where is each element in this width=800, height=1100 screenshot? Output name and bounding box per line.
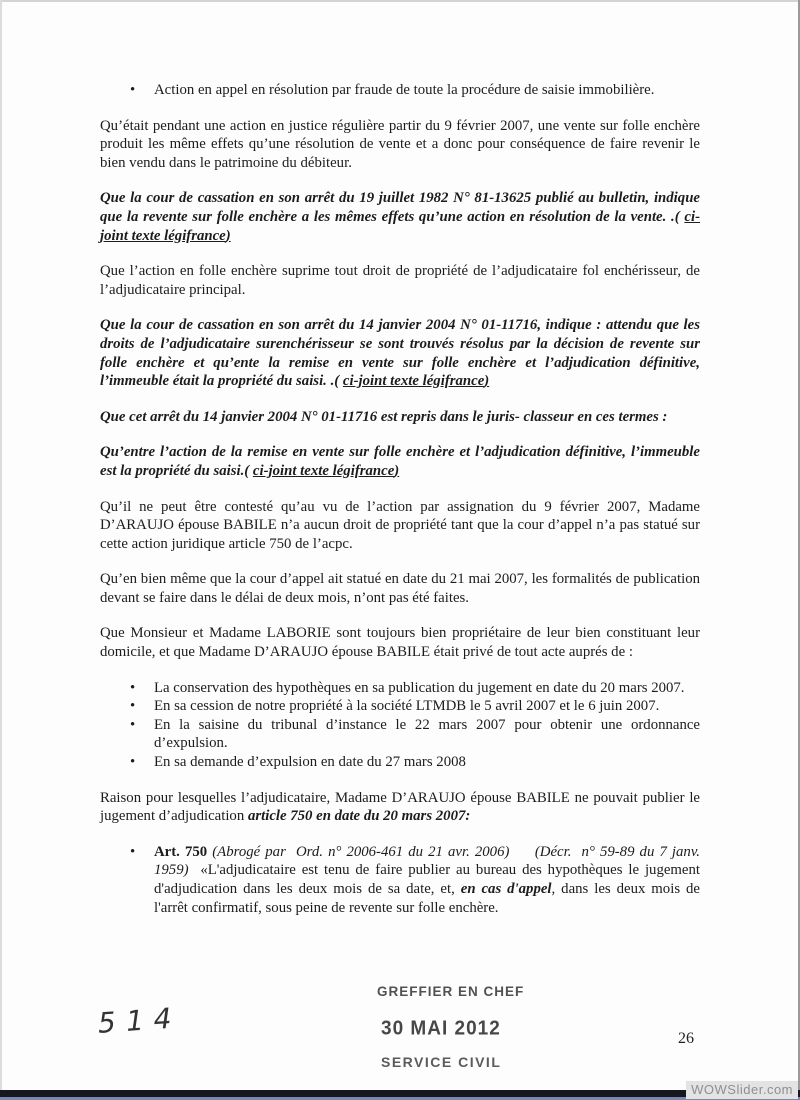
legifrance-reference: ci-joint texte légifrance — [342, 373, 485, 390]
bullet-icon: • — [130, 716, 136, 733]
paragraph-cassation-1982 — [100, 189, 700, 245]
article-750-body-end: , dans les deux mois de l'arrêt confirmatif, sous peine de revente sur folle enchère. — [154, 881, 700, 916]
paragraph-intro: Qu’était pendant une action en justice régulière partir du 9 février 2007, une vente sur folle enchère produit les même effets qu’une résolution de vente et a donc pour conséquence de faire revenir le bien vendu dans le patrimoine du débiteur. — [100, 117, 700, 171]
paragraph-raison — [100, 789, 700, 826]
paragraph-juris-classeur: Que cet arrêt du 14 janvier 2004 N° 01-11716 est repris dans le juris- classeur en ces termes : — [100, 408, 668, 425]
legifrance-reference: ci-joint texte légifrance — [100, 208, 700, 244]
page-number: 26 — [678, 1030, 694, 1047]
paragraph-conteste: Qu’il ne peut être contesté qu’au vu de l’action par assignation du 9 février 2007, Madame D’ARAUJO épouse BABILE n’a aucun droit de propriété tant que la cour d’appel n’a pas statué sur cette action juridique article 750 de l’acpc. — [100, 498, 700, 552]
list-item-text: En la saisine du tribunal d’instance le 22 mars 2007 pour obtenir une ordonnance d’expulsion. — [154, 716, 700, 752]
bullet-icon: • — [130, 679, 136, 696]
document-body — [100, 0, 700, 934]
list-item — [100, 679, 700, 698]
article-750-citations: (Abrogé par Ord. n° 2006-461 du 21 avr. 2006) (Décr. n° 59-89 du 7 janv. 1959) — [154, 843, 700, 879]
list-item — [100, 716, 700, 753]
article-750-body: «L'adjudicataire est tenu de faire publier au bureau des hypothèques le jugement d'adjudication dans les deux mois de sa date, et, — [154, 862, 701, 897]
quentre-text: Qu’entre l’action de la remise en vente sur folle enchère et l’adjudication définitive, l’immeuble est la propriété du saisi.( — [100, 444, 700, 479]
stamp-date: 30 MAI 2012 — [381, 1017, 501, 1040]
appeal-bullet-text: Action en appel en résolution par fraude de toute la procédure de saisie immobilière. — [154, 82, 655, 98]
list-item-text: En sa cession de notre propriété à la société LTMDB le 5 avril 2007 et le 6 juin 2007. — [154, 698, 660, 715]
frame-left-edge — [0, 0, 2, 1100]
bullet-icon: • — [130, 843, 136, 860]
closing-paren: ) — [484, 373, 490, 390]
list-item-text: En sa demande d’expulsion en date du 27 mars 2008 — [154, 754, 466, 771]
appeal-bullet-item — [100, 81, 700, 100]
cassation-1982-text: Que la cour de cassation en son arrêt du 19 juillet 1982 N° 81-13625 publié au bulletin, indique que la revente sur folle enchère a les mêmes effets qu’une action en résolution de la vente. .( — [100, 190, 700, 225]
raison-emphasis: article 750 en date du 20 mars 2007: — [247, 808, 471, 825]
paragraph-laborie: Que Monsieur et Madame LABORIE sont toujours bien propriétaire de leur bien constituant leur domicile, et que Madame D’ARAUJO épouse BABILE était privé de tout acte auprés de : — [100, 625, 700, 661]
bullet-icon: • — [130, 754, 136, 771]
handwritten-number: 514 — [95, 1000, 184, 1041]
bullet-icon: • — [130, 82, 136, 98]
list-item-text: La conservation des hypothèques en sa publication du jugement en date du 20 mars 2007. — [154, 679, 685, 696]
stamp-service-civil: SERVICE CIVIL — [381, 1054, 502, 1070]
paragraph-folle-enchere: Que l’action en folle enchère suprime tout droit de propriété de l’adjudicataire fol enchérisseur, de l’adjudicataire principal. — [100, 263, 700, 298]
slider-bottom-bar — [0, 1090, 800, 1097]
article-750-list — [100, 843, 700, 917]
wowslider-watermark-link[interactable]: WOWSlider.com — [686, 1081, 798, 1099]
article-750-label: Art. 750 — [154, 843, 213, 860]
cassation-2004-text: Que la cour de cassation en son arrêt du 14 janvier 2004 N° 01-11716, indique : attendu que les droits de l’adjudicataire surenchérisseur se sont trouvés résolus par la décision de revente sur folle enchère et qu’ente la remise en vente sur folle enchère et l’adjudication définitive, l’immeuble était la propriété du saisi. .( — [100, 317, 700, 390]
privation-list — [100, 679, 700, 772]
article-750-emphasis: en cas d'appel — [460, 881, 552, 897]
raison-text: Raison pour lesquelles l’adjudicataire, Madame D’ARAUJO épouse BABILE ne pouvait publier le jugement d’adjudication — [100, 789, 700, 825]
paragraph-cassation-2004 — [100, 316, 700, 390]
paragraph-quentre — [100, 443, 700, 480]
stamp-greffier-en-chef: GREFFIER EN CHEF — [377, 984, 525, 999]
closing-paren: ) — [225, 227, 231, 244]
list-item — [100, 697, 700, 716]
closing-paren: ) — [394, 462, 400, 479]
article-750-item — [100, 843, 700, 917]
paragraph-statue: Qu’en bien même que la cour d’appel ait statué en date du 21 mai 2007, les formalités de publication devant se faire dans le délai de deux mois, n’ont pas été faites. — [100, 571, 700, 606]
list-item — [100, 753, 700, 772]
legifrance-reference: ci-joint texte légifrance — [252, 462, 395, 479]
bullet-icon: • — [130, 698, 136, 715]
